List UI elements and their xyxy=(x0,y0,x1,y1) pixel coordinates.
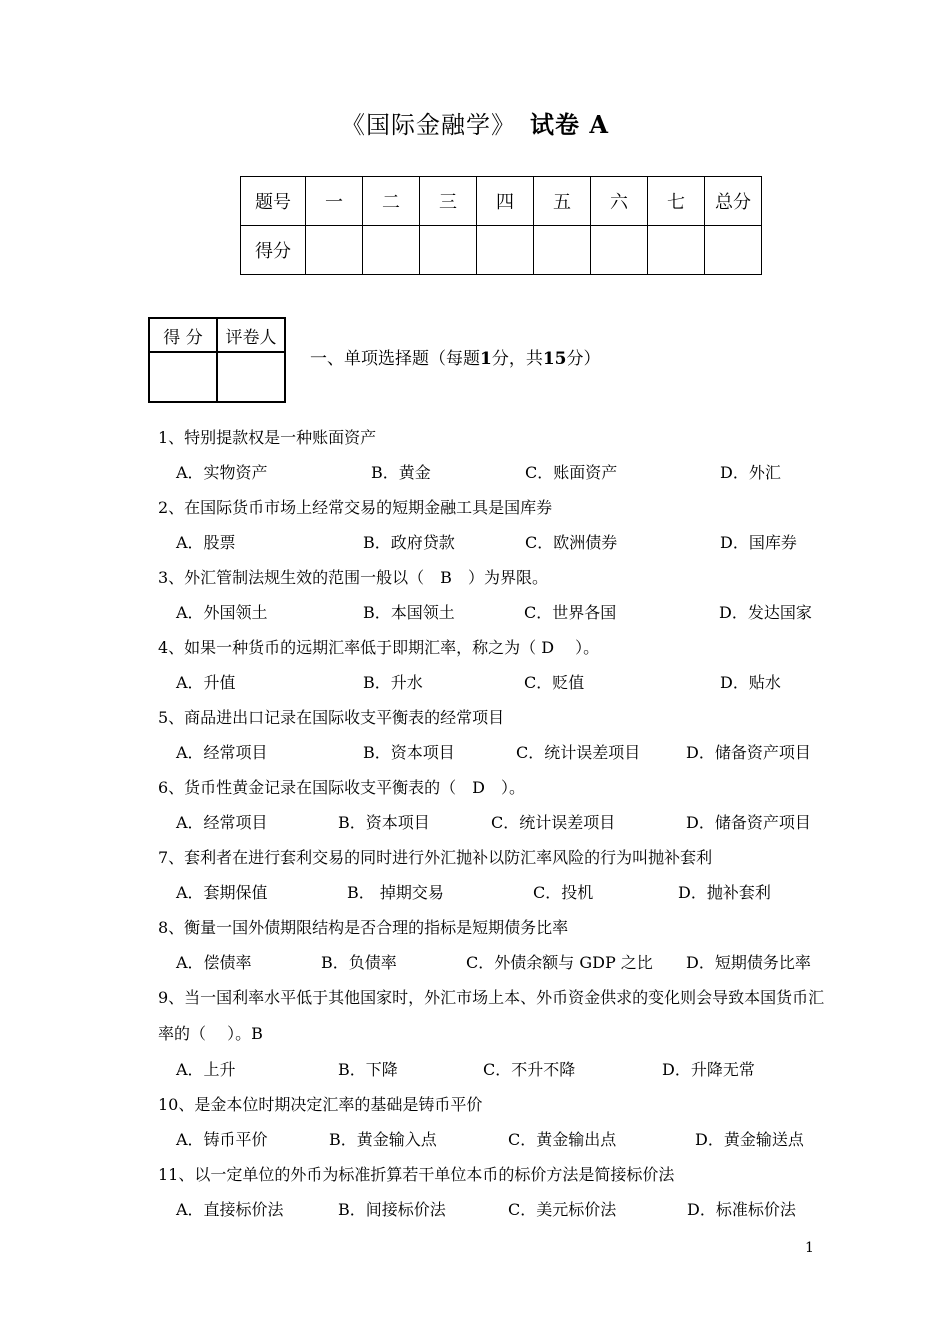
option-d: D．外汇 xyxy=(720,463,781,482)
question-options xyxy=(158,1052,838,1087)
section-points: 1 xyxy=(480,349,492,369)
option-d: D．标准标价法 xyxy=(687,1200,796,1219)
option-c: C．世界各国 xyxy=(524,603,617,622)
score-header-cell: 六 xyxy=(591,177,648,226)
option-a: A．铸币平价 xyxy=(176,1130,268,1149)
page-title xyxy=(0,105,950,140)
option-a: A．经常项目 xyxy=(176,743,268,762)
question-stem: 5、商品进出口记录在国际收支平衡表的经常项目 xyxy=(158,708,505,727)
score-header-cell: 一 xyxy=(306,177,363,226)
option-c: C．统计误差项目 xyxy=(516,743,641,762)
option-c: C．投机 xyxy=(533,883,594,902)
grader-name-cell xyxy=(217,352,285,402)
question-stem: 6、货币性黄金记录在国际收支平衡表的（ D ）。 xyxy=(158,778,526,797)
section-total: 15 xyxy=(542,349,567,369)
option-d: D．国库券 xyxy=(720,533,797,552)
score-table-score-row xyxy=(241,226,762,275)
option-d: D．短期债务比率 xyxy=(686,953,811,972)
option-b: B．政府贷款 xyxy=(363,533,455,552)
question-options xyxy=(158,735,838,770)
option-a: A．上升 xyxy=(176,1060,236,1079)
option-d: D．升降无常 xyxy=(662,1060,755,1079)
question-stem: 9、当一国利率水平低于其他国家时，外汇市场上本、外币资金供求的变化则会导致本国货币汇率的（ ）。B xyxy=(158,988,825,1043)
option-d: D．抛补套利 xyxy=(678,883,771,902)
option-d: D．储备资产项目 xyxy=(686,813,811,832)
score-header-cell: 题号 xyxy=(241,177,306,226)
option-b: B．资本项目 xyxy=(338,813,430,832)
score-cell xyxy=(363,226,420,275)
score-cell xyxy=(306,226,363,275)
score-cell xyxy=(591,226,648,275)
question-options xyxy=(158,665,838,700)
option-b: B．黄金 xyxy=(371,463,431,482)
option-c: C．账面资产 xyxy=(525,463,618,482)
option-c: C．贬值 xyxy=(524,673,585,692)
question-options xyxy=(158,805,838,840)
title-main: 《国际金融学》 xyxy=(341,111,516,139)
option-d: D．储备资产项目 xyxy=(686,743,811,762)
grader-name-label: 评卷人 xyxy=(217,318,285,352)
question-options xyxy=(158,1192,838,1227)
option-b: B．本国领土 xyxy=(363,603,455,622)
question-stem: 11、以一定单位的外币为标准折算若干单位本币的标价方法是简接标价法 xyxy=(158,1165,675,1184)
section-mid: 分，共 xyxy=(491,349,543,369)
section-title xyxy=(310,344,601,369)
option-a: A．股票 xyxy=(176,533,236,552)
option-c: C．外债余额与 GDP 之比 xyxy=(466,953,653,972)
score-cell xyxy=(420,226,477,275)
score-table-header-row xyxy=(241,177,762,226)
score-table xyxy=(240,176,762,275)
option-d: D．贴水 xyxy=(720,673,781,692)
option-b: B．负债率 xyxy=(321,953,397,972)
section-suffix: 分） xyxy=(566,349,601,369)
question-options xyxy=(158,1122,838,1157)
option-c: C．黄金输出点 xyxy=(508,1130,617,1149)
score-cell xyxy=(648,226,705,275)
question-stem: 3、外汇管制法规生效的范围一般以（ B ）为界限。 xyxy=(158,568,548,587)
option-b: B．间接标价法 xyxy=(338,1200,446,1219)
grader-score-label: 得 分 xyxy=(149,318,217,352)
option-a: A．直接标价法 xyxy=(176,1200,284,1219)
question-stem: 7、套利者在进行套利交易的同时进行外汇抛补以防汇率风险的行为叫抛补套利 xyxy=(158,848,713,867)
option-c: C．欧洲债券 xyxy=(525,533,618,552)
score-header-cell: 三 xyxy=(420,177,477,226)
grader-score-cell xyxy=(149,352,217,402)
option-b: B．黄金输入点 xyxy=(329,1130,437,1149)
score-cell xyxy=(705,226,762,275)
question-options xyxy=(158,525,838,560)
score-header-cell: 二 xyxy=(363,177,420,226)
score-cell xyxy=(534,226,591,275)
option-d: D．黄金输送点 xyxy=(695,1130,804,1149)
question-options xyxy=(158,875,838,910)
page-number: 1 xyxy=(805,1240,814,1256)
option-a: A．套期保值 xyxy=(176,883,268,902)
option-a: A．实物资产 xyxy=(176,463,268,482)
score-row-label: 得分 xyxy=(241,226,306,275)
option-a: A．外国领土 xyxy=(176,603,268,622)
option-c: C．美元标价法 xyxy=(508,1200,617,1219)
question-stem: 10、是金本位时期决定汇率的基础是铸币平价 xyxy=(158,1095,483,1114)
option-b: B．升水 xyxy=(363,673,423,692)
question-options xyxy=(158,595,838,630)
question-stem: 8、衡量一国外债期限结构是否合理的指标是短期债务比率 xyxy=(158,918,569,937)
section-prefix: 一、单项选择题（每题 xyxy=(310,349,480,369)
question-stem: 2、在国际货币市场上经常交易的短期金融工具是国库券 xyxy=(158,498,553,517)
score-header-cell: 七 xyxy=(648,177,705,226)
question-options xyxy=(158,945,838,980)
option-a: A．偿债率 xyxy=(176,953,252,972)
option-b: B． 掉期交易 xyxy=(347,883,444,902)
option-b: B．下降 xyxy=(338,1060,398,1079)
option-c: C．统计误差项目 xyxy=(491,813,616,832)
title-suffix: 试卷 A xyxy=(530,110,609,139)
question-stem: 1、特别提款权是一种账面资产 xyxy=(158,428,377,447)
option-c: C．不升不降 xyxy=(483,1060,576,1079)
grader-box xyxy=(148,317,286,403)
option-b: B．资本项目 xyxy=(363,743,455,762)
option-a: A．经常项目 xyxy=(176,813,268,832)
question-list xyxy=(158,420,838,1227)
question-options xyxy=(158,455,838,490)
score-header-cell: 五 xyxy=(534,177,591,226)
score-cell xyxy=(477,226,534,275)
score-header-cell: 总分 xyxy=(705,177,762,226)
option-a: A．升值 xyxy=(176,673,236,692)
option-d: D．发达国家 xyxy=(719,603,812,622)
score-header-cell: 四 xyxy=(477,177,534,226)
question-stem: 4、如果一种货币的远期汇率低于即期汇率，称之为（ D ）。 xyxy=(158,638,600,657)
